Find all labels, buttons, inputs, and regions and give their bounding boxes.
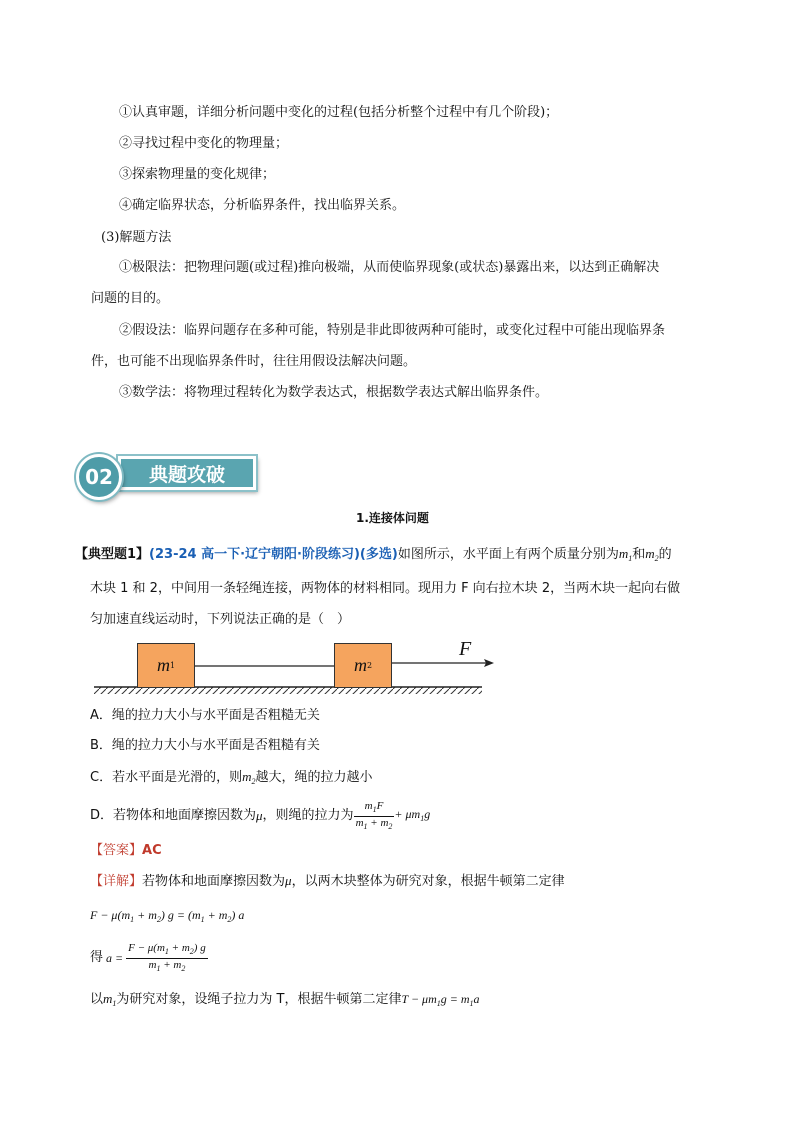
- option-a: A．绳的拉力大小与水平面是否粗糙无关: [90, 708, 320, 723]
- step-1: ①认真审题，详细分析问题中变化的过程(包括分析整个过程中有几个阶段)；: [119, 105, 559, 120]
- assume-method-line2: 件，也可能不出现临界条件时，往往用假设法解决问题。: [91, 354, 417, 369]
- option-d-fraction: $\frac{m_1F}{m_1 + m_2}$: [355, 799, 393, 831]
- problem-line2: 木块 1 和 2，中间用一条轻绳连接，两物体的材料相同。现用力 F 向右拉木块 2，当两木块一起向右做: [90, 581, 681, 596]
- equation-acceleration: 得 a = $\frac{F - \mu(m_1 + m_2) g}{m_1 + m_2}$: [90, 941, 206, 973]
- option-c: C．若水平面是光滑的，则$m_2$越大，绳的拉力越小: [90, 769, 373, 786]
- block-m2: m 2: [334, 643, 392, 688]
- answer: 【答案】AC: [90, 843, 162, 858]
- equation-newton-whole: $F - \mu(m_1 + m_2) g = (m_1 + m_2)$ a: [90, 908, 245, 924]
- section-number: 02: [85, 465, 113, 489]
- assume-method-line1: ②假设法：临界问题存在多种可能，特别是非此即彼两种可能时，或变化过程中可能出现临界条: [119, 323, 666, 338]
- step-4: ④确定临界状态，分析临界条件，找出临界关系。: [119, 198, 406, 213]
- m2-inline: $m_2$: [645, 546, 659, 563]
- problem-source: (23-24 高一下·辽宁朝阳·阶段练习): [149, 547, 360, 562]
- section-title-badge: [118, 456, 256, 490]
- limit-method-line2: 问题的目的。: [91, 291, 170, 306]
- problem-text1b: 和: [632, 547, 646, 562]
- option-b: B．绳的拉力大小与水平面是否粗糙有关: [90, 738, 320, 753]
- limit-method-line1: ①极限法：把物理问题(或过程)推向极端，从而使临界现象(或状态)暴露出来，以达到正确解决: [119, 260, 660, 275]
- force-label: F: [459, 638, 472, 660]
- block-m1: m 1: [137, 643, 195, 688]
- step-2: ②寻找过程中变化的物理量；: [119, 136, 289, 151]
- problem-tag: 【典型题1】: [75, 547, 150, 562]
- problem-multi: (多选): [359, 547, 398, 562]
- section-title: 典题攻破: [148, 463, 225, 486]
- math-method-line: ③数学法：将物理过程转化为数学表达式，根据数学表达式解出临界条件。: [119, 385, 549, 400]
- problem-line3: 匀加速直线运动时，下列说法正确的是（ ）: [90, 612, 351, 627]
- problem-text1c: 的: [658, 547, 672, 562]
- method-heading: (3)解题方法: [101, 230, 172, 245]
- subtitle: 1.连接体问题: [356, 511, 429, 525]
- problem-text1a: 如图所示，水平面上有两个质量分别为: [397, 547, 619, 562]
- m1-inline: $m_1$: [618, 546, 633, 563]
- option-d: D．若物体和地面摩擦因数为 μ ，则绳的拉力为 $\frac{m_1F}{m_1 + m_2}$ + $\mu m_1g$: [90, 799, 431, 831]
- step-3: ③探索物理量的变化规律；: [119, 167, 276, 182]
- detail-line1: 【详解】若物体和地面摩擦因数为μ，以两木块整体为研究对象，根据牛顿第二定律: [90, 873, 565, 889]
- section-number-badge: [76, 454, 122, 500]
- problem-line1: [75, 545, 672, 568]
- detail-last-line: 以$m_1$为研究对象，设绳子拉力为 T，根据牛顿第二定律$T - \mu m_1g = m_1a$: [90, 991, 480, 1008]
